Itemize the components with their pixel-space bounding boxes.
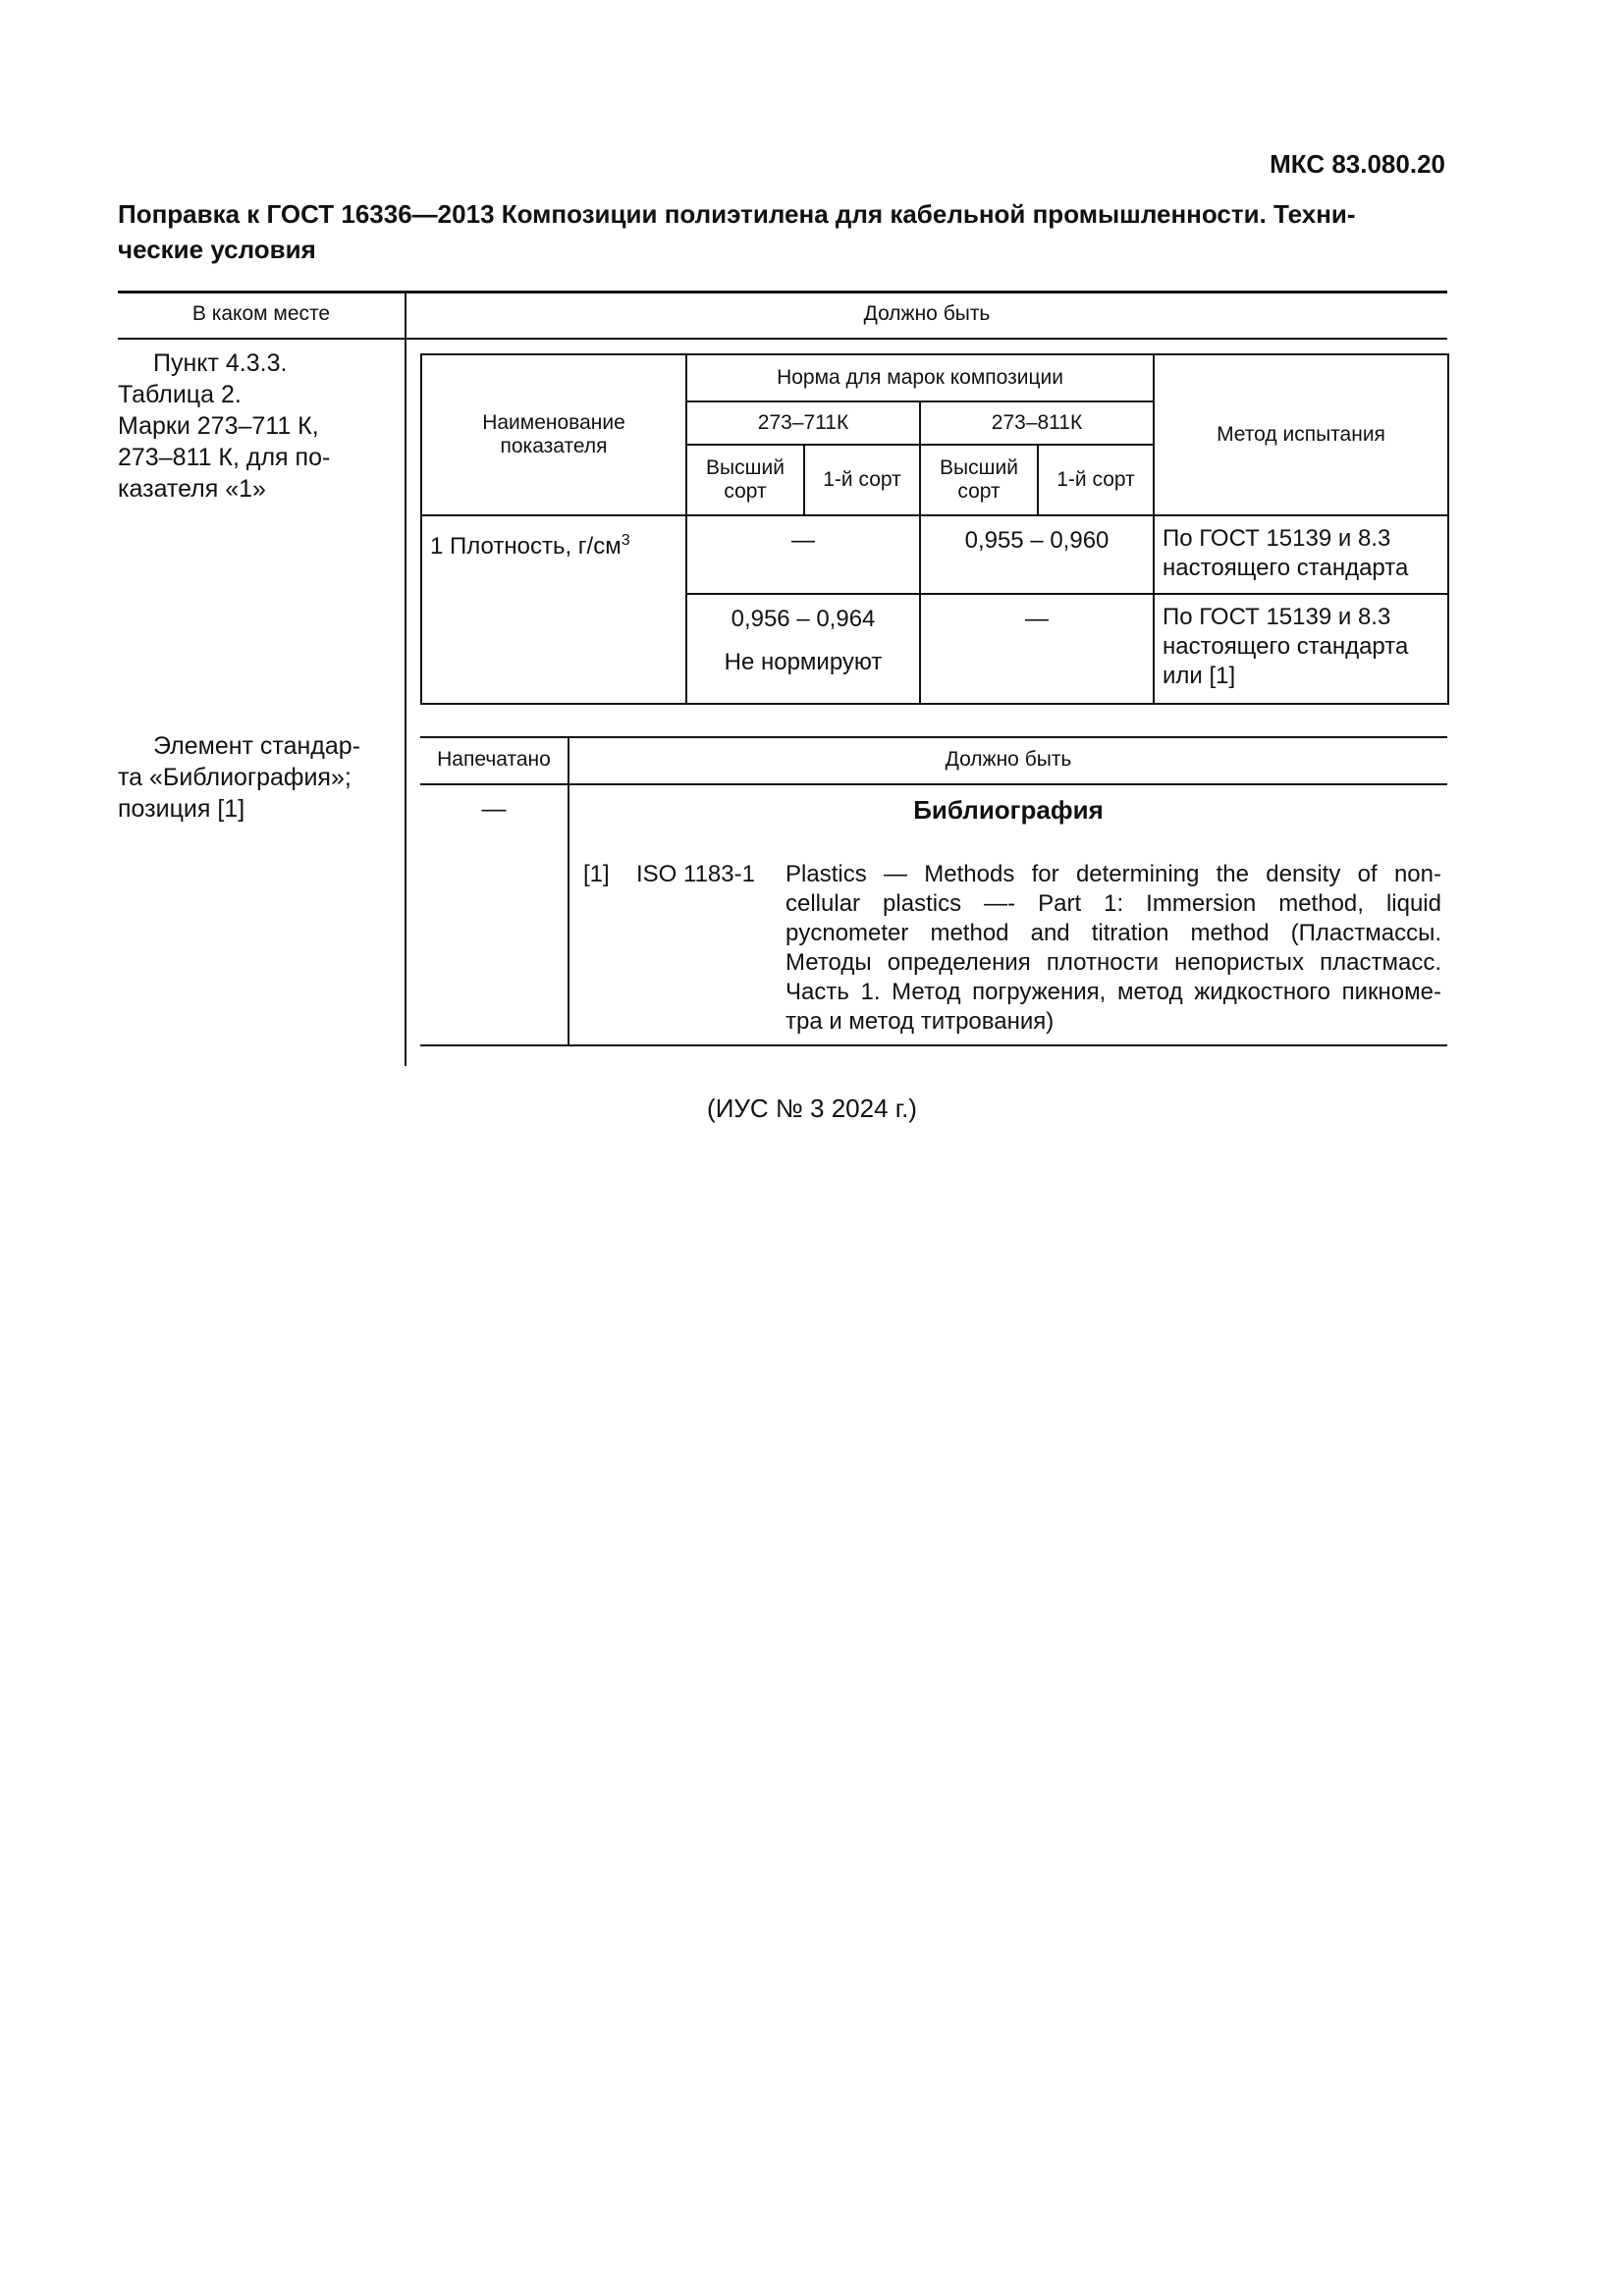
grade-a-header: 273–711К [686, 401, 920, 445]
entry1-where-line: Таблица 2. [118, 381, 242, 408]
r2-grade-b: — [920, 594, 1154, 704]
row-label: 1 Плотность, г/см [430, 533, 622, 560]
r1-method: По ГОСТ 15139 и 8.3 настоящего стандарта [1154, 515, 1448, 594]
header-should-be: Должно быть [863, 302, 991, 325]
entry1-where-line: казателя «1» [118, 475, 266, 503]
r2-grade-a-note: Не нормируют [724, 649, 883, 675]
footer-ius: (ИУС № 3 2024 г.) [707, 1094, 917, 1123]
grade-b-first-header: 1-й сорт [1038, 445, 1154, 515]
bib-divider [568, 736, 569, 1046]
grade-b-top-header: Высший сорт [920, 445, 1038, 515]
bib-header-rule [420, 783, 1447, 785]
col-name-header: Наименование показателя [421, 354, 686, 515]
grade-a-first-header: 1-й сорт [804, 445, 920, 515]
r2-method: По ГОСТ 15139 и 8.3 настоящего стандарта или [1] [1154, 594, 1448, 704]
bib-code: ISO 1183-1 [636, 861, 755, 887]
entry2-where-line: та «Библиография»; [118, 764, 352, 791]
column-divider [405, 291, 406, 1066]
row-label-cell [421, 515, 686, 704]
bib-line: Часть 1. Метод погружения, метод жидкостного пикноме- [785, 979, 1441, 1005]
entry1-where-line: Марки 273–711 К, [118, 412, 319, 440]
entry1-where-line: 273–811 К, для по- [118, 444, 331, 471]
grade-a-top-header: Высший сорт [686, 445, 804, 515]
bib-top-rule [420, 736, 1447, 738]
entry2-where [118, 730, 398, 825]
bib-heading: Библиография [913, 795, 1104, 825]
bib-line: Методы определения плотности непористых пластмасс. [785, 949, 1441, 976]
bib-line: pycnometer method and titration method (Пластмассы. [785, 920, 1441, 946]
row-label-sup: 3 [621, 532, 630, 549]
bib-number: [1] [583, 861, 610, 887]
bib-bottom-rule [420, 1044, 1447, 1046]
density-table [420, 353, 1449, 705]
col-method-header: Метод испытания [1154, 354, 1448, 515]
entry2-where-line: Элемент стандар- [153, 732, 361, 760]
bib-line: cellular plastics —- Part 1: Immersion method, liquid [785, 890, 1441, 917]
entry2-where-line: позиция [1] [118, 795, 245, 823]
entry1-where-line: Пункт 4.3.3. [153, 349, 288, 377]
entry1-where [118, 347, 398, 505]
r1-grade-b: 0,955 – 0,960 [920, 515, 1154, 594]
mks-code: МКС 83.080.20 [1270, 149, 1445, 179]
document-title [118, 196, 1445, 267]
r1-grade-a: — [686, 515, 920, 594]
r2-grade-a [686, 594, 920, 704]
header-where: В каком месте [191, 302, 331, 325]
header-rule [118, 338, 1447, 340]
col-norm-header: Норма для марок композиции [686, 354, 1154, 401]
top-rule [118, 291, 1447, 294]
printed-header: Напечатано [437, 748, 551, 771]
bib-text [785, 860, 1441, 1037]
title-text: Поправка к ГОСТ 16336—2013 Композиции полиэтилена для кабельной промышленности. Техни- ческие условия [118, 199, 1356, 264]
grade-b-header: 273–811К [920, 401, 1154, 445]
bib-line: тра и метод титрования) [785, 1008, 1055, 1035]
bib-should-be-header: Должно быть [945, 748, 1072, 771]
printed-value: — [481, 795, 507, 823]
r2-grade-a-value: 0,956 – 0,964 [731, 606, 876, 632]
bib-line: Plastics — Methods for determining the density of non- [785, 861, 1441, 887]
